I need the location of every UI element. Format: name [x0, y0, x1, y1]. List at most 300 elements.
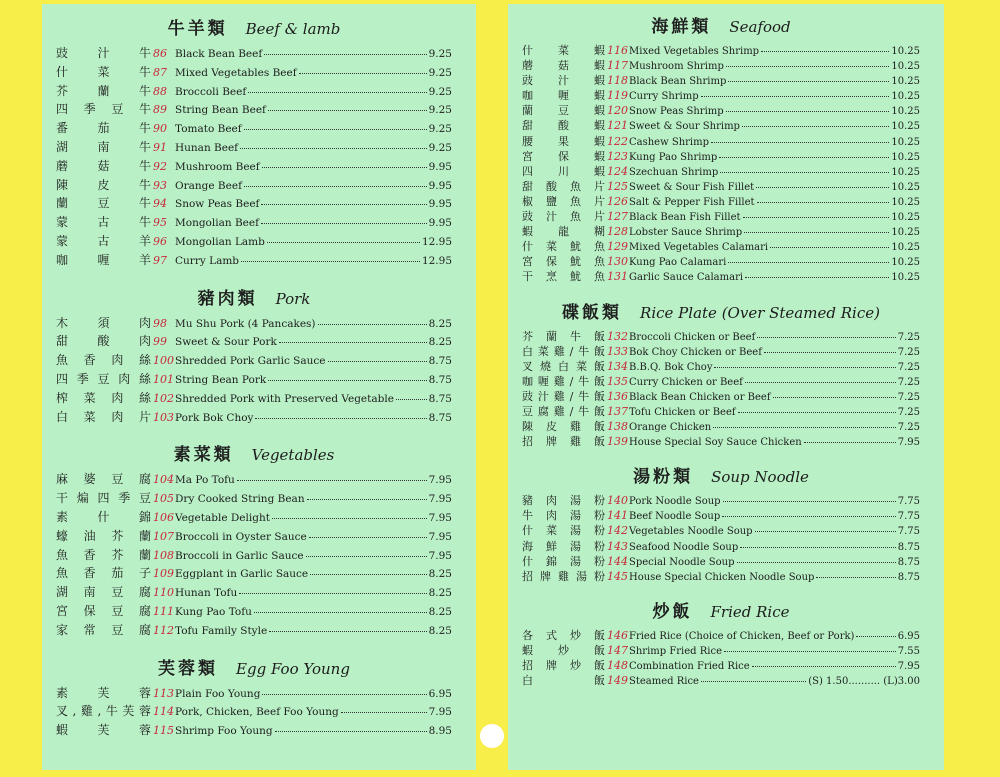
section-title-chinese: 豬肉類 — [197, 288, 258, 309]
leader-dots — [309, 537, 427, 538]
item-english-name: Orange Beef — [175, 179, 242, 192]
menu-item — [522, 223, 920, 238]
item-english-name: Curry Lamb — [175, 254, 240, 267]
item-number: 98 — [153, 316, 167, 330]
leader-dots — [743, 217, 890, 218]
menu-item — [522, 553, 920, 568]
item-price: 10.25 — [891, 181, 920, 193]
leader-dots — [745, 382, 896, 383]
item-number: 89 — [153, 103, 167, 117]
item-number: 103 — [153, 410, 174, 424]
item-number: 130 — [607, 255, 628, 269]
item-price: 8.25 — [428, 587, 452, 600]
item-price: 10.25 — [891, 121, 920, 133]
item-price: 9.95 — [428, 179, 452, 192]
menu-item — [56, 702, 452, 721]
item-chinese-name: 榨菜肉絲 — [56, 390, 152, 405]
section-gap — [56, 426, 452, 440]
menu-item — [56, 176, 452, 195]
item-chinese-name: 四季豆肉絲 — [56, 371, 152, 386]
item-number: 146 — [607, 628, 628, 642]
item-english-name: Kung Pao Calamari — [629, 257, 727, 269]
item-price: 10.25 — [891, 257, 920, 269]
item-number: 108 — [153, 548, 174, 562]
item-chinese-name: 各式炒飯 — [522, 628, 606, 642]
item-chinese-name: 宮保魷魚 — [522, 255, 606, 269]
item-price: 8.75 — [428, 392, 452, 405]
item-price: 9.95 — [428, 217, 452, 230]
menu-item — [522, 433, 920, 448]
item-price: 7.95 — [428, 530, 452, 543]
item-number: 91 — [153, 140, 167, 154]
item-price: 7.25 — [897, 346, 920, 358]
item-number: 111 — [153, 604, 174, 618]
item-english-name: String Bean Beef — [175, 104, 266, 117]
item-price: 7.75 — [897, 511, 920, 523]
item-number: 139 — [607, 435, 628, 449]
leader-dots — [268, 110, 427, 111]
menu-item — [522, 163, 920, 178]
item-price: 8.75 — [428, 373, 452, 386]
item-english-name: Snow Peas Shrimp — [629, 106, 724, 118]
item-price: 7.75 — [897, 496, 920, 508]
item-english-name: Mushroom Beef — [175, 160, 260, 173]
menu-item — [56, 100, 452, 119]
leader-dots — [713, 427, 896, 428]
item-chinese-name: 麻婆豆腐 — [56, 472, 152, 487]
leader-dots — [701, 96, 890, 97]
item-price: 7.25 — [897, 391, 920, 403]
leader-dots — [261, 223, 427, 224]
item-english-name: Pork Noodle Soup — [629, 496, 721, 508]
menu-item — [522, 328, 920, 343]
item-number: 148 — [607, 659, 628, 672]
leader-dots — [237, 480, 427, 481]
item-number: 104 — [153, 473, 174, 487]
item-number: 109 — [153, 567, 174, 581]
item-number: 99 — [153, 335, 167, 349]
menu-item — [56, 232, 452, 251]
section-title-english: Fried Rice — [710, 602, 790, 621]
leader-dots — [752, 666, 896, 667]
menu-item — [56, 138, 452, 157]
item-chinese-name: 叉,雞,牛芙蓉 — [56, 704, 152, 719]
item-price: 9.95 — [428, 198, 452, 211]
item-chinese-name: 白菜雞/牛飯 — [522, 344, 606, 358]
item-price: 7.95 — [428, 474, 452, 487]
leader-dots — [310, 574, 426, 575]
item-price: 10.25 — [891, 151, 920, 163]
item-chinese-name: 什菜魷魚 — [522, 240, 606, 254]
item-english-name: Fried Rice (Choice of Chicken, Beef or Pork) — [629, 630, 855, 642]
section-header-soup-noodle — [522, 462, 920, 492]
leader-dots — [264, 54, 426, 55]
item-chinese-name: 咖喱雞/牛飯 — [522, 374, 606, 388]
item-price: 7.95 — [428, 493, 452, 506]
item-number: 149 — [607, 674, 628, 688]
leader-dots — [255, 418, 426, 419]
item-chinese-name: 干烹魷魚 — [522, 270, 606, 284]
leader-dots — [239, 593, 426, 594]
item-english-name: Shrimp Foo Young — [175, 725, 273, 738]
item-number: 113 — [153, 686, 174, 700]
item-number: 142 — [607, 524, 628, 538]
item-chinese-name: 四川蝦 — [522, 164, 606, 178]
item-chinese-name: 蘑菇牛 — [56, 158, 152, 173]
item-price: 7.25 — [897, 361, 920, 373]
item-chinese-name: 甜酸魚片 — [522, 179, 606, 193]
item-number: 118 — [607, 74, 628, 88]
menu-item — [522, 388, 920, 403]
item-english-name: House Special Chicken Noodle Soup — [629, 571, 815, 583]
item-english-name: Shredded Pork Garlic Sauce — [175, 355, 326, 368]
item-price: 7.25 — [897, 422, 920, 434]
item-chinese-name: 叉燒白菜飯 — [522, 359, 606, 373]
menu-item-list — [56, 44, 452, 270]
item-price: 7.25 — [897, 406, 920, 418]
item-english-name: Szechuan Shrimp — [629, 166, 719, 178]
item-english-name: Sweet & Sour Shrimp — [629, 121, 740, 133]
item-price: 8.25 — [428, 624, 452, 637]
item-english-name: Black Bean Shrimp — [629, 76, 727, 88]
menu-item — [522, 657, 920, 672]
item-chinese-name: 豉汁雞/牛飯 — [522, 389, 606, 403]
menu-item — [56, 721, 452, 740]
section-title-chinese: 牛羊類 — [167, 19, 228, 39]
item-number: 90 — [153, 122, 167, 136]
item-price: 9.25 — [428, 85, 452, 98]
item-english-name: Salt & Pepper Fish Fillet — [629, 196, 755, 208]
section-gap — [56, 270, 452, 284]
menu-item — [522, 627, 920, 642]
item-price: 10.25 — [891, 196, 920, 208]
section-title-english: Rice Plate (Over Steamed Rice) — [640, 303, 880, 322]
item-english-name: Mongolian Beef — [175, 217, 259, 230]
item-english-name: Snow Peas Beef — [175, 198, 260, 211]
menu-item-list — [56, 314, 452, 427]
item-number: 117 — [607, 59, 628, 73]
leader-dots — [726, 111, 890, 112]
item-chinese-name: 什菜蝦 — [522, 44, 606, 57]
leader-dots — [756, 187, 889, 188]
item-number: 134 — [607, 359, 628, 373]
section-title-english: Beef & lamb — [245, 20, 341, 38]
item-english-name: House Special Soy Sauce Chicken — [629, 437, 802, 449]
item-english-name: Kung Pao Tofu — [175, 605, 252, 618]
item-number: 136 — [607, 389, 628, 403]
leader-dots — [244, 129, 427, 130]
item-number: 140 — [607, 494, 628, 508]
item-number: 102 — [153, 391, 174, 405]
item-english-name: Ma Po Tofu — [175, 474, 235, 487]
item-chinese-name: 招牌雞飯 — [522, 435, 606, 449]
item-number: 106 — [153, 510, 174, 524]
menu-item-list — [56, 470, 452, 639]
item-price: 10.25 — [891, 136, 920, 148]
item-english-name: Tomato Beef — [175, 123, 242, 136]
item-chinese-name: 湖南牛 — [56, 139, 152, 154]
item-number: 124 — [607, 164, 628, 178]
menu-item — [522, 358, 920, 373]
menu-item — [522, 117, 920, 132]
item-chinese-name: 蒙古牛 — [56, 215, 152, 230]
leader-dots — [262, 167, 427, 168]
menu-item — [56, 684, 452, 703]
item-price: 10.25 — [891, 242, 920, 254]
leader-dots — [724, 651, 896, 652]
item-english-name: Sweet & Sour Fish Fillet — [629, 181, 755, 193]
item-price: 10.25 — [891, 212, 920, 224]
leader-dots — [306, 556, 427, 557]
item-chinese-name: 蒙古羊 — [56, 233, 152, 248]
item-english-name: B.B.Q. Bok Choy — [629, 361, 713, 373]
menu-item — [522, 538, 920, 553]
item-chinese-name: 腰果蝦 — [522, 134, 606, 148]
item-english-name: Curry Chicken or Beef — [629, 376, 743, 388]
item-chinese-name: 豬肉湯粉 — [522, 494, 606, 508]
item-chinese-name: 陳皮牛 — [56, 177, 152, 192]
item-english-name: Pork Bok Choy — [175, 411, 254, 424]
item-english-name: Seafood Noodle Soup — [629, 541, 739, 553]
item-english-name: Curry Shrimp — [629, 91, 699, 103]
menu-item — [522, 343, 920, 358]
leader-dots — [720, 172, 889, 173]
menu-item — [56, 508, 452, 527]
section-title-english: Egg Foo Young — [236, 659, 350, 678]
menu-item — [56, 82, 452, 101]
section-header-fried-rice — [522, 597, 920, 627]
item-price: (S) 1.50.......... (L)3.00 — [808, 676, 920, 688]
item-english-name: Tofu Family Style — [175, 624, 268, 637]
menu-item — [522, 42, 920, 57]
item-chinese-name: 魚香肉絲 — [56, 353, 152, 368]
item-chinese-name: 甜酸蝦 — [522, 119, 606, 133]
item-number: 122 — [607, 134, 628, 148]
item-chinese-name: 甜酸肉 — [56, 334, 152, 349]
item-number: 101 — [153, 372, 174, 386]
leader-dots — [275, 731, 427, 732]
section-title-english: Pork — [275, 289, 311, 308]
menu-page-left — [42, 4, 476, 770]
item-chinese-name: 蝦炒飯 — [522, 643, 606, 657]
item-price: 7.95 — [897, 437, 920, 449]
section-title-chinese: 海鮮類 — [651, 17, 712, 37]
leader-dots — [711, 142, 889, 143]
item-price: 12.95 — [421, 254, 452, 267]
item-price: 7.95 — [897, 661, 920, 672]
item-chinese-name: 蝦芙蓉 — [56, 723, 152, 738]
leader-dots — [328, 361, 427, 362]
item-price: 8.75 — [897, 541, 920, 553]
item-english-name: Combination Fried Rice — [629, 661, 750, 672]
menu-item — [56, 370, 452, 389]
item-english-name: Mixed Vegetables Beef — [175, 66, 297, 79]
leader-dots — [722, 516, 895, 517]
item-number: 133 — [607, 344, 628, 358]
item-english-name: Hunan Tofu — [175, 587, 238, 600]
item-chinese-name: 蘭豆蝦 — [522, 104, 606, 118]
item-english-name: Tofu Chicken or Beef — [629, 406, 736, 418]
menu-item — [522, 238, 920, 253]
section-title-english: Seafood — [729, 18, 791, 36]
item-number: 116 — [607, 44, 628, 57]
leader-dots — [248, 92, 426, 93]
leader-dots — [740, 547, 895, 548]
leader-dots — [262, 694, 426, 695]
item-english-name: Shrimp Fried Rice — [629, 645, 722, 657]
menu-item — [56, 351, 452, 370]
menu-item — [522, 268, 920, 283]
menu-item — [56, 314, 452, 333]
menu-item — [56, 602, 452, 621]
menu-item — [56, 213, 452, 232]
item-english-name: Dry Cooked String Bean — [175, 493, 305, 506]
section-header-beef-lamb — [56, 14, 452, 44]
item-english-name: Broccoli in Oyster Sauce — [175, 530, 307, 543]
section-header-pork — [56, 284, 452, 314]
item-english-name: Hunan Beef — [175, 141, 239, 154]
menu-item — [56, 583, 452, 602]
leader-dots — [701, 681, 806, 682]
item-price: 7.95 — [428, 511, 452, 524]
item-price: 7.95 — [428, 549, 452, 562]
item-number: 143 — [607, 539, 628, 553]
menu-item — [522, 403, 920, 418]
item-number: 129 — [607, 240, 628, 254]
leader-dots — [757, 202, 890, 203]
item-price: 7.25 — [897, 376, 920, 388]
item-chinese-name: 豉汁牛 — [56, 46, 152, 60]
menu-item — [522, 148, 920, 163]
leader-dots — [761, 51, 889, 52]
menu-item — [522, 492, 920, 507]
item-price: 6.95 — [897, 630, 920, 642]
menu-item — [56, 119, 452, 138]
section-header-egg-foo-young — [56, 654, 452, 684]
item-chinese-name: 什菜湯粉 — [522, 524, 606, 538]
item-number: 88 — [153, 84, 167, 98]
leader-dots — [254, 612, 427, 613]
item-price: 7.95 — [428, 706, 452, 719]
leader-dots — [856, 636, 895, 637]
item-price: 8.25 — [428, 568, 452, 581]
menu-item — [522, 87, 920, 102]
section-gap — [56, 640, 452, 654]
item-number: 144 — [607, 554, 628, 568]
item-number: 107 — [153, 529, 174, 543]
section-title-chinese: 素菜類 — [173, 445, 234, 466]
item-chinese-name: 白菜肉片 — [56, 409, 152, 424]
section-header-vegetables — [56, 440, 452, 470]
item-price: 8.25 — [428, 605, 452, 618]
item-english-name: Special Noodle Soup — [629, 556, 735, 568]
item-chinese-name: 芥蘭牛飯 — [522, 329, 606, 343]
section-gap — [522, 284, 920, 298]
item-number: 128 — [607, 225, 628, 239]
item-english-name: Plain Foo Young — [175, 687, 261, 700]
item-price: 8.25 — [428, 336, 452, 349]
item-number: 94 — [153, 197, 167, 211]
leader-dots — [268, 380, 426, 381]
item-number: 87 — [153, 65, 167, 79]
item-chinese-name: 湖南豆腐 — [56, 585, 152, 600]
menu-item — [56, 564, 452, 583]
section-gap — [522, 583, 920, 597]
leader-dots — [244, 186, 427, 187]
item-number: 96 — [153, 234, 167, 248]
item-number: 125 — [607, 179, 628, 193]
item-english-name: Vegetable Delight — [175, 511, 270, 524]
item-chinese-name: 宮保蝦 — [522, 149, 606, 163]
leader-dots — [745, 277, 889, 278]
leader-dots — [742, 126, 889, 127]
menu-page-right — [508, 4, 944, 770]
menu-item — [56, 332, 452, 351]
item-english-name: Mongolian Lamb — [175, 235, 265, 248]
item-english-name: Vegetables Noodle Soup — [629, 526, 753, 538]
item-chinese-name: 招牌雞湯粉 — [522, 569, 606, 583]
leader-dots — [744, 232, 889, 233]
item-english-name: Black Bean Chicken or Beef — [629, 391, 771, 403]
item-price: 7.25 — [897, 331, 920, 343]
item-english-name: Broccoli Beef — [175, 85, 247, 98]
leader-dots — [240, 148, 427, 149]
item-number: 127 — [607, 210, 628, 224]
item-number: 86 — [153, 47, 167, 60]
menu-item — [522, 253, 920, 268]
item-chinese-name: 番茄牛 — [56, 121, 152, 136]
leader-dots — [726, 66, 889, 67]
menu-item — [56, 389, 452, 408]
leader-dots — [728, 262, 889, 263]
item-english-name: String Bean Pork — [175, 373, 267, 386]
leader-dots — [764, 352, 896, 353]
menu-item — [522, 72, 920, 87]
menu-item — [522, 178, 920, 193]
menu-item — [56, 527, 452, 546]
section-gap — [522, 448, 920, 462]
item-number: 131 — [607, 270, 628, 284]
item-chinese-name: 豉汁蝦 — [522, 74, 606, 88]
item-chinese-name: 牛肉湯粉 — [522, 509, 606, 523]
item-number: 137 — [607, 404, 628, 418]
section-header-rice-plate-over-steamed-rice — [522, 298, 920, 328]
menu-item — [522, 133, 920, 148]
item-chinese-name: 海鮮湯粉 — [522, 539, 606, 553]
item-chinese-name: 魚香茄子 — [56, 566, 152, 581]
menu-item — [56, 194, 452, 213]
item-number: 95 — [153, 216, 167, 230]
item-english-name: Bok Choy Chicken or Beef — [629, 346, 762, 358]
item-chinese-name: 干煸四季豆 — [56, 491, 152, 506]
item-english-name: Mu Shu Pork (4 Pancakes) — [175, 317, 316, 330]
leader-dots — [318, 324, 427, 325]
item-english-name: Kung Pao Shrimp — [629, 151, 718, 163]
item-price: 9.25 — [428, 66, 452, 79]
leader-dots — [714, 367, 895, 368]
section-title-chinese: 湯粉類 — [633, 467, 694, 488]
item-chinese-name: 咖喱蝦 — [522, 89, 606, 103]
item-price: 8.25 — [428, 317, 452, 330]
item-price: 10.25 — [891, 106, 920, 118]
item-number: 100 — [153, 354, 174, 368]
item-chinese-name: 宮保豆腐 — [56, 603, 152, 618]
leader-dots — [755, 531, 896, 532]
item-number: 110 — [153, 586, 174, 600]
item-english-name: Beef Noodle Soup — [629, 511, 721, 523]
item-price: 10.25 — [891, 272, 920, 284]
item-english-name: Garlic Sauce Calamari — [629, 272, 744, 284]
